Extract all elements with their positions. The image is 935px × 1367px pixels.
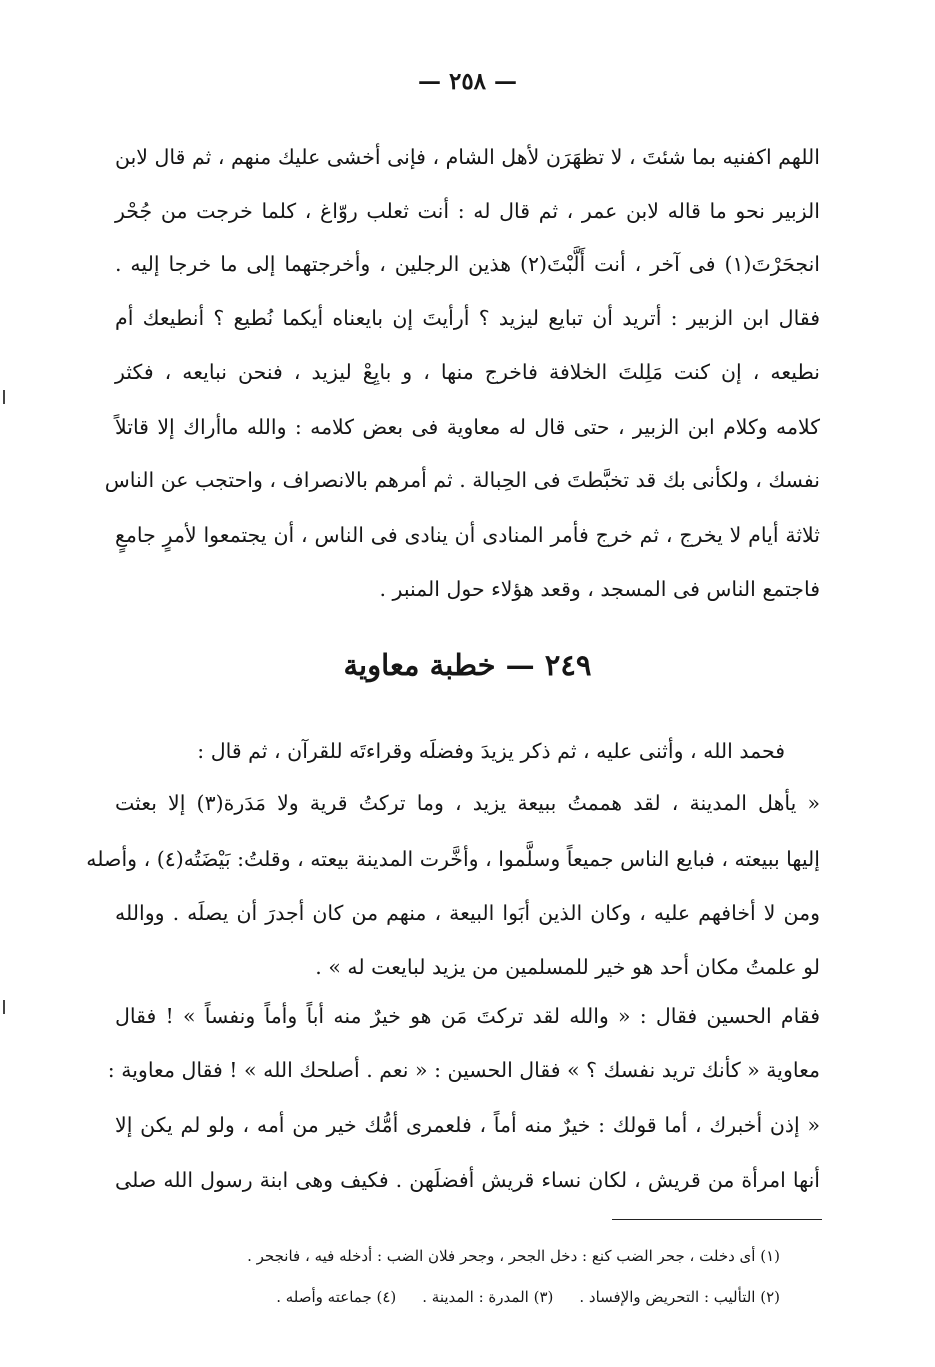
text-line: أنها امرأة من قريش ، لكان نساء قريش أفضلَهن . فكيف وهى ابنة رسول الله صلى (115, 1168, 820, 1192)
text-line: فقال ابن الزبير : أتريد أن تبايع ليزيد ؟ أرأيتَ إن بايعناه أيكما نُطيع ؟ أنطيعك أم (115, 306, 820, 330)
text-line: ومن لا أخافهم عليه ، وكان الذين أبَوا البيعة ، منهم من كان أجدرَ أن يصلَه . ووالله (115, 901, 820, 925)
footnote-divider (612, 1219, 822, 1220)
text-line: لو علمتُ مكان أحد هو خير للمسلمين من يزيد لبايعت له » . (315, 955, 820, 979)
text-line: فحمد الله ، وأثنى عليه ، ثم ذكر يزيدَ وفضلَه وقراءتَه للقرآن ، ثم قال : (197, 739, 785, 763)
text-line: نطيعه ، إن كنت مَلِلتَ الخلافة فاخرج منها ، و بايِعْ ليزيد ، فنحن نبايعه ، فكثر (115, 360, 820, 384)
page-number: — ٢٥٨ — (417, 68, 518, 95)
text-line: فقام الحسين فقال : « والله لقد تركتَ مَن هو خيرٌ منه أباً وأماً ونفساً » ! فقال (115, 1004, 820, 1028)
text-line: معاوية « كأنك تريد نفسك ؟ » فقال الحسين : « نعم . أصلحك الله » ! فقال معاوية : (107, 1058, 820, 1082)
footnote-3: (٣) المدرة : المدينة . (422, 1288, 554, 1306)
text-line: اللهم اكفنيه بما شئتَ ، لا تظهَرَن لأهل الشام ، فإنى أخشى عليك منهم ، ثم قال لابن (115, 145, 820, 169)
footnote-row (250, 1288, 780, 1306)
text-line: كلامه وكلام ابن الزبير ، حتى قال له معاوية فى بعض كلامه : والله ماأراك إلا قاتلاً (115, 415, 820, 439)
scan-edge-mark (3, 390, 5, 404)
text-line: نفسك ، ولكأنى بك قد تخبَّطتَ فى الحِبالة . ثم أمرهم بالانصراف ، واحتجب عن الناس (104, 468, 820, 492)
footnote-4: (٤) جماعته وأصله . (276, 1288, 397, 1306)
text-line: « إذن أخبرك ، أما قولك : خيرٌ منه أماً ، فلعمرى أمُّك خير من أمه ، ولو لم يكن إلا (115, 1113, 820, 1137)
text-line: إليها ببيعته ، فبايع الناس جميعاً وسلَّموا ، وأخَّرت المدينة بيعته ، وقلتُ: بَيْضَتُه(٤) ، وأصله (86, 847, 820, 871)
text-line: انجحَرْتَ(١) فى آخر ، أنت أَلَّبْتَ(٢) هذين الرجلين ، وأخرجتهما إلى ما خرجا إليه . (115, 252, 820, 276)
section-title: ٢٤٩ — خطبة معاوية (343, 648, 592, 682)
scan-edge-mark (3, 1000, 5, 1014)
text-line: فاجتمع الناس فى المسجد ، وقعد هؤلاء حول المنبر . (379, 577, 820, 601)
text-line: الزبير نحو ما قاله لابن عمر ، ثم قال له : أنت ثعلب روّاغ ، كلما خرجت من جُحْر (115, 199, 820, 223)
text-line: ثلاثة أيام لا يخرج ، ثم خرج فأمر المنادى أن ينادى فى الناس ، أن يجتمعوا لأمرٍ جامعٍ (115, 523, 820, 547)
text-line: « يأهل المدينة ، لقد هممتُ ببيعة يزيد ، وما تركتُ قرية ولا مَدَرة(٣) إلا بعثت (115, 791, 820, 815)
footnote-2: (٢) التأليب : التحريض والإفساد . (579, 1288, 780, 1306)
footnote-1: (١) أى دخلت ، جحر الضب كنع : دخل الجحر ، وجحر فلان الضب : أدخله فيه ، فانجحر . (247, 1247, 780, 1265)
